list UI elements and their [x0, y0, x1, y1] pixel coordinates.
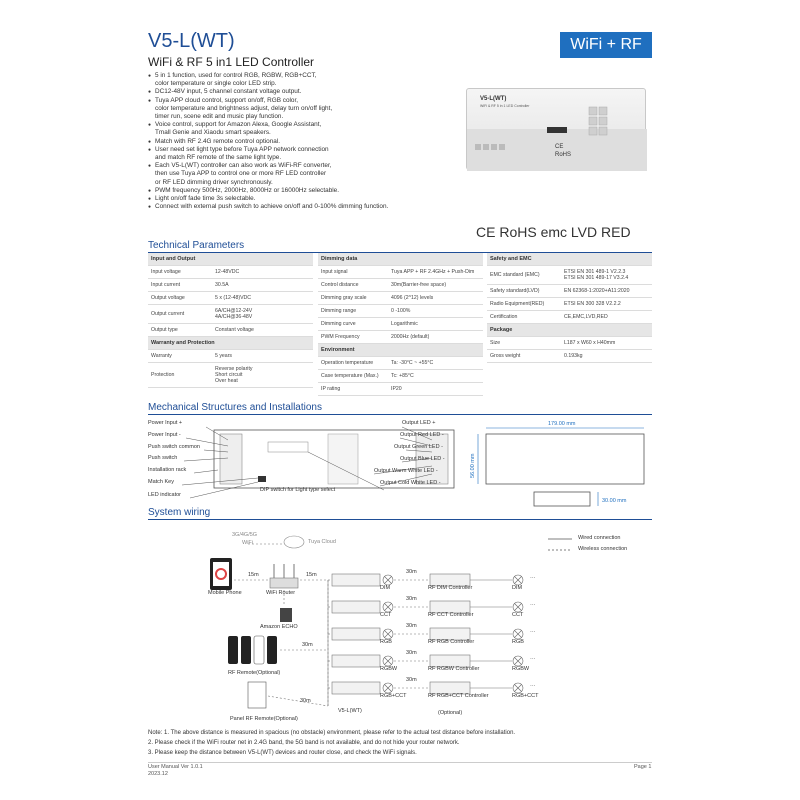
mech-title: Mechanical Structures and Installations: [148, 402, 322, 413]
label-tuya-cloud: Tuya Cloud: [308, 539, 336, 545]
notes: [148, 728, 515, 758]
param-value: ETSI EN 300 328 V2.2.2: [564, 301, 621, 307]
dimension-height: 56.00 mm: [470, 453, 476, 478]
feature-item: ● Voice control, support for Amazon Alexa, Google Assistant,: [148, 121, 408, 129]
param-value: 4096 (2^12) levels: [391, 295, 434, 301]
param-value: L187 x W60 x H40mm: [564, 340, 616, 346]
table-row: [148, 324, 313, 337]
param-name: Output voltage: [151, 295, 185, 301]
mechanical-drawing: [148, 418, 652, 510]
param-value: 0.193kg: [564, 353, 583, 359]
feature-item: then use Tuya APP to control one or more RF LED controller: [155, 170, 327, 178]
label-power-input-plus: Power Input +: [148, 420, 183, 426]
param-value: Logarithmic: [391, 321, 418, 327]
head-safety-text: Safety and EMC: [490, 256, 532, 262]
param-name: Operation temperature: [321, 360, 374, 366]
feature-item: ● Connect with external push switch to achieve on/off and 0-100% dimming function.: [148, 203, 408, 211]
legend-wireless: Wireless connection: [578, 546, 628, 552]
footer-date: 2023.12: [148, 771, 168, 777]
more-dots: ···: [530, 629, 536, 635]
head-dimming-text: Dimming data: [321, 256, 358, 262]
mech-rule: [148, 414, 652, 415]
feature-item: ● User need set light type before Tuya APP network connection: [148, 146, 408, 154]
feature-item: or RF LED dimming driver synchronously.: [155, 178, 273, 186]
table-dimming: [318, 253, 483, 396]
rf-controller-label: RF CCT Controller: [428, 612, 474, 618]
table-row: [487, 266, 652, 285]
tech-params-title: Technical Parameters: [148, 240, 245, 251]
table-row: [318, 383, 483, 396]
label-wifi: WiFi: [242, 540, 253, 546]
feature-item: ● PWM frequency 500Hz, 2000Hz, 8000Hz or 16000Hz selectable.: [148, 187, 408, 195]
head-package: [487, 324, 652, 337]
distance-15m-a: 15m: [248, 572, 259, 578]
param-name: Dimming curve: [321, 321, 356, 327]
param-value: Ta: -30°C ~ +55°C: [391, 360, 434, 366]
load-label: RGB: [380, 639, 392, 645]
table-row: [318, 370, 483, 383]
footer-version-text: User Manual Ver 1.0.1: [148, 764, 203, 770]
table-row: [318, 357, 483, 370]
param-name: Dimming range: [321, 308, 357, 314]
param-value: Tc: +85°C: [391, 373, 414, 379]
more-dots: ···: [530, 575, 536, 581]
controller-box: [332, 682, 380, 694]
param-value: 12-48VDC: [215, 269, 240, 275]
label-power-input-minus: Power Input -: [148, 432, 181, 438]
label-push-switch: Push switch: [148, 455, 178, 461]
product-model: V5-L(WT): [148, 30, 235, 52]
param-name: Protection: [151, 372, 175, 378]
distance-30m-panel: 30m: [300, 698, 311, 704]
device-ce-mark: CE: [555, 144, 564, 150]
table-row: [487, 337, 652, 350]
label-output-warm-white: Output Warm White LED -: [374, 468, 438, 474]
rf-controller-label: RF RGBW Controller: [428, 666, 480, 672]
param-name: Output current: [151, 311, 185, 317]
param-value: 30.5A: [215, 282, 229, 288]
feature-item: color temperature or single color LED strip.: [155, 80, 277, 88]
table-row: [318, 305, 483, 318]
head-warranty: [148, 337, 313, 350]
param-value: CE,EMC,LVD,RED: [564, 314, 608, 320]
certification-marks: CE RoHS emc LVD RED: [476, 224, 631, 240]
distance-label: 30m: [406, 569, 417, 575]
table-row: [318, 318, 483, 331]
param-name: Warranty: [151, 353, 172, 359]
label-panel-remote: Panel RF Remote(Optional): [230, 716, 298, 722]
param-name: Case temperature (Max.): [321, 373, 379, 379]
label-output-cold-white: Output Cold White LED -: [380, 480, 441, 486]
head-warranty-text: Warranty and Protection: [151, 340, 215, 346]
label-output-blue: Output Blue LED -: [400, 456, 445, 462]
optional-label: (Optional): [438, 710, 463, 716]
distance-label: 30m: [406, 650, 417, 656]
head-safety: [487, 253, 652, 266]
distance-label: 30m: [406, 623, 417, 629]
load-label: CCT: [380, 612, 392, 618]
device-rohs-mark: RoHS: [555, 152, 572, 158]
controller-box: [332, 601, 380, 613]
feature-item: and match RF remote of the same light type.: [155, 154, 282, 162]
distance-label: 30m: [406, 596, 417, 602]
head-package-text: Package: [490, 327, 513, 333]
param-value: 5 years: [215, 353, 233, 359]
param-name: Output type: [151, 327, 178, 333]
head-environment: [318, 344, 483, 357]
controller-box: [332, 628, 380, 640]
note-3: 3. Please keep the distance between V5-L(WT) devices and router close, and check the WiFi signals.: [148, 750, 417, 756]
feature-item: ● DC12-48V input, 5 channel constant voltage output.: [148, 88, 408, 96]
note-2: 2. Please check if the WiFi router net in 2.4G band, the 5G band is not available, and do not hide your router network.: [148, 740, 460, 746]
head-dimming: [318, 253, 483, 266]
table-row: [487, 311, 652, 324]
controller-box: [332, 574, 380, 586]
load-label-2: RGB+CCT: [512, 693, 539, 699]
label-mobile-phone: Mobile Phone: [208, 590, 242, 596]
load-label-2: DIM: [512, 585, 523, 591]
head-environment-text: Environment: [321, 347, 355, 353]
table-row: [487, 298, 652, 311]
device-sub: WiFi & RF 5 in 1 LED Controller: [480, 104, 530, 108]
label-push-common: Push switch common: [148, 444, 200, 450]
table-row: [148, 305, 313, 324]
label-installation-rack: Installation rack: [148, 467, 187, 473]
param-name: IP rating: [321, 386, 341, 392]
param-name: Input current: [151, 282, 181, 288]
table-row: [487, 350, 652, 363]
param-name: Dimming gray scale: [321, 295, 367, 301]
param-value: ETSI EN 301 489-1 V2.2.3 ETSI EN 301 489-17 V3.2.4: [564, 269, 629, 281]
product-subtitle: WiFi & RF 5 in1 LED Controller: [148, 55, 315, 69]
param-value: 2000Hz (default): [391, 334, 430, 340]
param-value: Constant voltage: [215, 327, 254, 333]
param-value: 30m(Barrier-free space): [391, 282, 447, 288]
table-row: [148, 279, 313, 292]
controller-label: V5-L(WT): [338, 708, 362, 714]
feature-list: [148, 72, 408, 211]
footer-page: Page 1: [634, 764, 652, 770]
feature-item: Tmall Genie and Xiaodu smart speakers.: [155, 129, 271, 137]
more-dots: ···: [530, 683, 536, 689]
feature-item: ● Each V5-L(WT) controller can also work as WiFi-RF converter,: [148, 162, 408, 170]
feature-item: ● Tuya APP cloud control, support on/off, RGB color,: [148, 97, 408, 105]
feature-item: ● 5 in 1 function, used for control RGB, RGBW, RGB+CCT,: [148, 72, 408, 80]
dimension-depth: 30.00 mm: [602, 498, 627, 504]
load-label-2: RGB: [512, 639, 524, 645]
label-dip-switch: DIP switch for Light type select: [260, 487, 336, 493]
label-amazon-echo: Amazon ECHO: [260, 624, 298, 630]
note-1: Note: 1. The above distance is measured in spacious (no obstacle) environment, please refer to the actual test distance before installation.: [148, 730, 516, 736]
rf-controller-label: RF DIM Controller: [428, 585, 473, 591]
more-dots: ···: [530, 602, 536, 608]
more-dots: ···: [530, 656, 536, 662]
feature-item: timer run, scene edit and music play function.: [155, 113, 284, 121]
table-row: [318, 279, 483, 292]
label-output-red: Output Red LED -: [400, 432, 444, 438]
param-name: Radio Equipment(RED): [490, 301, 545, 307]
label-output-green: Output Green LED -: [394, 444, 443, 450]
table-row: [148, 350, 313, 363]
table-row: [318, 266, 483, 279]
table-row: [148, 292, 313, 305]
dimension-length: 179.00 mm: [548, 421, 576, 427]
param-name: Control distance: [321, 282, 359, 288]
distance-15m-b: 15m: [306, 572, 317, 578]
table-input-output: [148, 253, 313, 388]
feature-item: ● Match with RF 2.4G remote control optional.: [148, 138, 408, 146]
footer-version: [148, 764, 203, 778]
param-value: 0 -100%: [391, 308, 411, 314]
param-name: Certification: [490, 314, 518, 320]
param-value: IP20: [391, 386, 402, 392]
label-led-indicator: LED indicator: [148, 492, 182, 498]
label-wifi-router: WiFi Router: [266, 590, 296, 596]
param-value: 5 x (12-48)VDC: [215, 295, 252, 301]
table-row: [318, 331, 483, 344]
rf-controller-label: RF RGB+CCT Controller: [428, 693, 489, 699]
label-match-key: Match Key: [148, 479, 174, 485]
param-name: EMC standard (EMC): [490, 272, 540, 278]
table-row: [318, 292, 483, 305]
load-label-2: CCT: [512, 612, 524, 618]
load-label-2: RGBW: [512, 666, 530, 672]
param-value: 6A/CH@12-24V 4A/CH@36-48V: [215, 308, 253, 320]
table-row: [148, 363, 313, 388]
distance-30m-remote: 30m: [302, 642, 313, 648]
param-name: Input signal: [321, 269, 348, 275]
footer-rule: [148, 762, 652, 763]
legend-wired: Wired connection: [578, 535, 621, 541]
feature-item: ● Light on/off fade time 3s selectable.: [148, 195, 408, 203]
device-label: V5-L(WT): [480, 96, 507, 102]
table-safety: [487, 253, 652, 363]
label-network: 3G/4G/5G: [232, 532, 258, 538]
param-name: PWM Frequency: [321, 334, 360, 340]
label-rf-remote: RF Remote(Optional): [228, 670, 281, 676]
param-name: Gross weight: [490, 353, 521, 359]
controller-box: [332, 655, 380, 667]
param-name: Size: [490, 340, 501, 346]
head-input-output-text: Input and Output: [151, 256, 196, 262]
param-value: Tuya APP + RF 2.4GHz + Push-Dim: [391, 269, 475, 275]
load-label: RGB+CCT: [380, 693, 407, 699]
table-row: [148, 266, 313, 279]
wiring-title: System wiring: [148, 507, 211, 518]
wiring-diagram: [148, 520, 652, 725]
label-output-led-plus: Output LED +: [402, 420, 436, 426]
table-row: [487, 285, 652, 298]
wifi-rf-badge: WiFi + RF: [560, 32, 652, 58]
feature-item: color temperature and brightness adjust, delay turn on/off light,: [155, 104, 333, 112]
rf-controller-label: RF RGB Controller: [428, 639, 475, 645]
load-label: RGBW: [380, 666, 398, 672]
distance-label: 30m: [406, 677, 417, 683]
head-input-output: [148, 253, 313, 266]
param-value: EN 62368-1:2020+A11:2020: [564, 288, 630, 294]
load-label: DIM: [380, 585, 391, 591]
param-name: Safety standard(LVD): [490, 288, 540, 294]
param-value: Reverse polarity Short circuit Over heat: [215, 366, 253, 384]
param-name: Input voltage: [151, 269, 181, 275]
